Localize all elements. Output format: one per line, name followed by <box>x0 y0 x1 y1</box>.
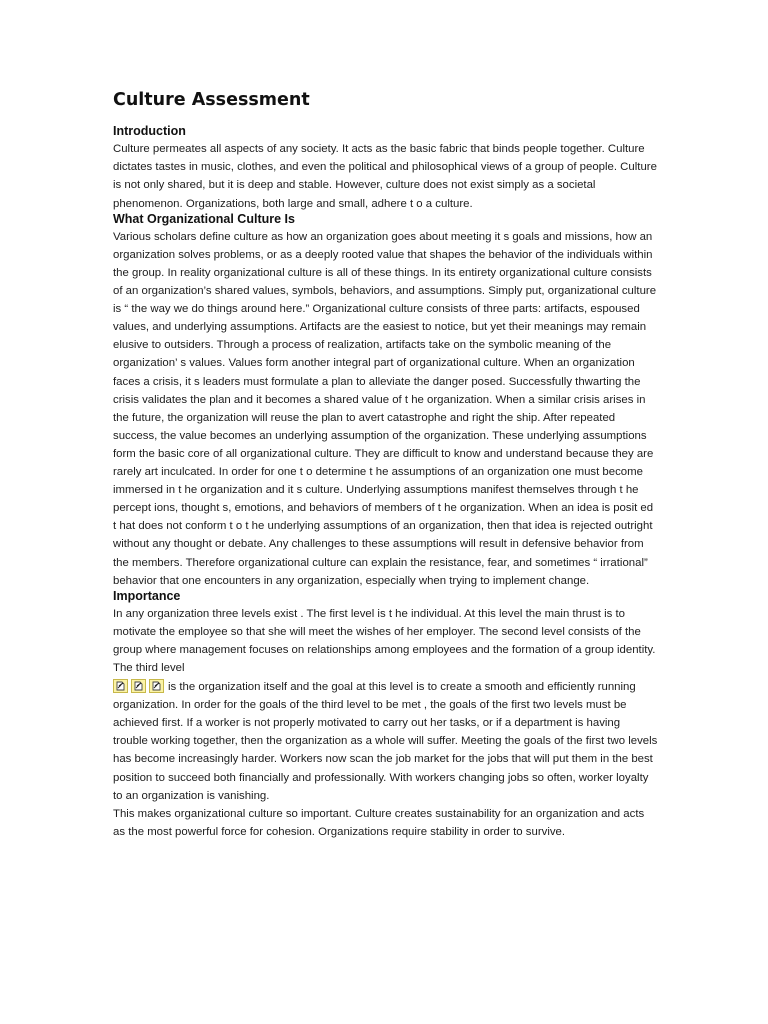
inline-icon-strip <box>113 679 167 694</box>
paragraph-what-is: Various scholars define culture as how an organization goes about meeting it s goals and missions, how an organization solves problems, or as a deeply rooted value that shapes the behavior of the individuals within the group. In reality organizational culture is all of these things. In its entirety organizational culture consists of an organization’s shared values, symbols, behaviors, and assumptions. Simply put, organizational culture is “ the way we do things around here.” Organizational culture consists of three parts: artifacts, espoused values, and underlying assumptions. Artifacts are the easiest to notice, but yet their meanings may remain elusive to outsiders. Through a process of realization, artifacts take on the symbolic meaning of the organization’ s values. Values form another integral part of organizational culture. When an organization faces a crisis, it s leaders must formulate a plan to alleviate the danger posed. Successfully thwarting the crisis validates the plan and it becomes a shared value of t he organization. When a similar crisis arises in the future, the organization will reuse the plan to avert catastrophe and right the ship. After repeated success, the value becomes an underlying assumption of the organization. These underlying assumptions form the basic core of all organizational culture. They are difficult to know and understand because they are rarely art inculcated. In order for one t o determine t he assumptions of an organization one must become immersed in t he organization and it s culture. Underlying assumptions manifest themselves through t he percept ions, thought s, emotions, and behaviors of members of t he organization. When an idea is posit ed t hat does not conform t o t he underlying assumptions of an organization, then that idea is rejected outright without any thought or debate. Any challenges to these assumptions will result in defensive behavior from the members. Therefore organizational culture can explain the resistance, fear, and sometimes “ irrational” behavior that one encounters in any organization, especially when trying to implement change. <box>113 230 657 587</box>
section-heading-what-is: What Organizational Culture Is <box>113 211 295 226</box>
document-icon <box>149 679 164 693</box>
document-title: Culture Assessment <box>113 90 310 110</box>
paragraph-importance-2-text: is the organization itself and the goal at this level is to create a smooth and efficiently running organization. In order for the goals of the third level to be met , the goals of the first two levels must be achieved first. If a worker is not properly motivated to carry out her tasks, or if a department is having trouble working together, then the organization as a whole will suffer. Meeting the goals of the first two levels has become increasingly harder. Workers now scan the job market for the jobs that will put them in the best position to succeed both financially and professionally. With workers changing jobs so often, worker loyalty to an organization is vanishing. <box>113 680 658 802</box>
document-page <box>113 88 658 841</box>
paragraph-introduction: Culture permeates all aspects of any society. It acts as the basic fabric that binds people together. Culture dictates tastes in music, clothes, and even the political and philosophical views of a group of people. Culture is not only shared, but it is deep and stable. However, culture does not exist simply as a societal phenomenon. Organizations, both large and small, adhere t o a culture. <box>113 143 657 210</box>
section-heading-importance: Importance <box>113 588 181 603</box>
paragraph-importance-3: This makes organizational culture so important. Culture creates sustainability for an organization and acts as the most powerful force for cohesion. Organizations require stability in order to survive. <box>113 807 645 839</box>
section-heading-introduction: Introduction <box>113 124 186 138</box>
paragraph-importance-2 <box>113 678 658 805</box>
document-icon <box>113 679 128 693</box>
paragraph-importance-1: In any organization three levels exist . The first level is t he individual. At this level the main thrust is to motivate the employee so that she will meet the wishes of her employer. The second level consists of the group where management focuses on relationships among employees and the formation of a group identity. The third level <box>113 607 656 675</box>
document-icon <box>131 679 146 693</box>
